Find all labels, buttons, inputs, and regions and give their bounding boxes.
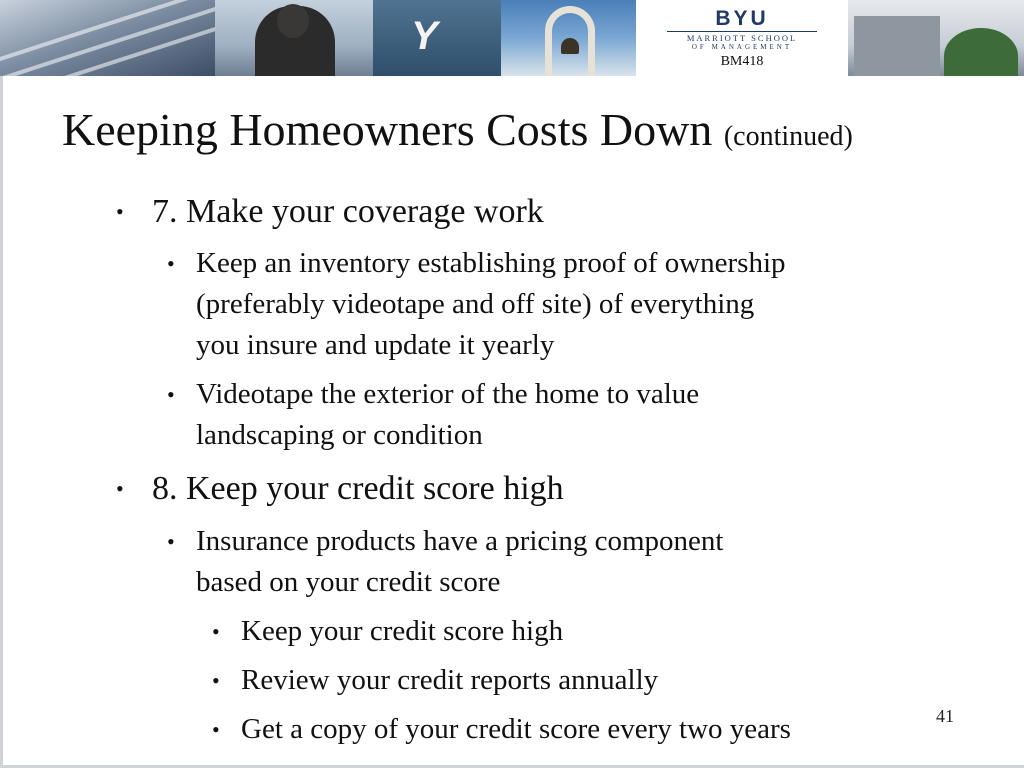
list-item-continuation <box>196 325 554 366</box>
list-item-text: based on your credit score <box>196 566 501 598</box>
list-item-continuation <box>196 562 500 603</box>
campus-photo <box>848 0 1024 76</box>
list-item <box>167 521 724 562</box>
list-item <box>212 709 791 750</box>
list-item-text: (preferably videotape and off site) of everything <box>196 288 755 320</box>
list-item-text: Videotape the exterior of the home to value <box>196 378 700 410</box>
page-number: 41 <box>936 706 954 726</box>
logo-title: BYU <box>715 7 769 30</box>
list-item-text: landscaping or condition <box>196 419 483 451</box>
list-item-text: 8. Keep your credit score high <box>152 470 564 507</box>
list-item <box>212 660 659 701</box>
bullet-glyph: • <box>212 717 220 742</box>
bullet-glyph: • <box>167 382 175 407</box>
logo-dept: OF MANAGEMENT <box>691 43 793 51</box>
header-banner <box>0 0 1024 76</box>
list-item-text: 7. Make your coverage work <box>152 193 544 230</box>
list-item-text: you insure and update it yearly <box>196 329 555 361</box>
bullet-glyph: • <box>167 529 175 554</box>
statue-photo <box>215 0 373 76</box>
list-item <box>167 374 700 415</box>
list-item-text: Insurance products have a pricing component <box>196 525 724 557</box>
y-mountain-photo: Y <box>373 0 501 76</box>
bullet-glyph: • <box>212 619 220 644</box>
list-item-text: Keep your credit score high <box>241 615 564 647</box>
list-item-text: Keep an inventory establishing proof of ownership <box>196 247 786 279</box>
byu-marriott-logo <box>636 0 848 76</box>
list-item-text: Get a copy of your credit score every two years <box>241 713 791 745</box>
building-photo <box>0 0 215 76</box>
list-item-continuation <box>196 415 483 456</box>
slide-title-suffix: (continued) <box>723 121 853 152</box>
bullet-glyph: • <box>167 251 175 276</box>
course-code: BM418 <box>720 54 764 69</box>
bell-tower-photo <box>501 0 636 76</box>
logo-school: MARRIOTT SCHOOL <box>686 33 798 43</box>
bullet-glyph: • <box>212 668 220 693</box>
bullet-glyph: • <box>116 476 124 501</box>
list-item <box>212 611 564 652</box>
list-item <box>167 243 786 284</box>
slide-title <box>62 100 853 167</box>
slide-title-main: Keeping Homeowners Costs Down <box>62 104 713 155</box>
bullet-glyph: • <box>116 199 124 224</box>
list-item <box>116 192 544 232</box>
list-item <box>116 469 564 509</box>
list-item-continuation <box>196 284 754 325</box>
list-item-text: Review your credit reports annually <box>241 664 659 696</box>
